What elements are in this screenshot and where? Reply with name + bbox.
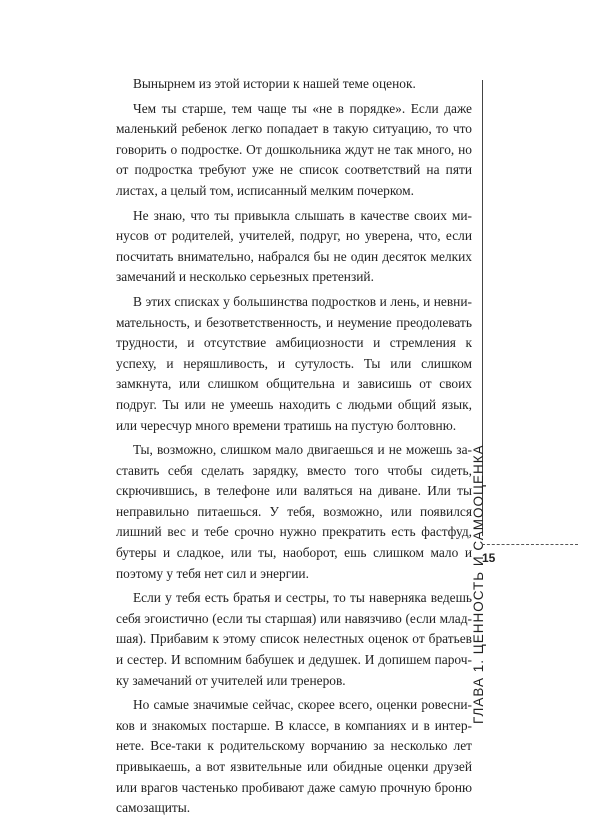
body-text (116, 74, 472, 823)
paragraph: Но самые значимые сейчас, скорее всего, оценки ровесников и знакомых постарше. В классе, в компаниях и в интернете. Все-таки к родительскому ворчанию за несколько лет привыкаешь, а вот язвительные или обидные оценки друзей или врагов частенько пробивают даже самую прочную броню самозащиты. (116, 697, 472, 816)
paragraph: Ты, возможно, слишком мало двигаешься и не можешь заставить себя сделать зарядку, вместо того чтобы сидеть, скрючившись, в телефоне или валяться на диване. Или ты неправильно питаешься. У тебя, возможно, или появился лишний вес и тебе срочно нужно прекратить есть фастфуд, бутеры и сладкое, или ты, наоборот, ешь слишком мало и поэтому у тебя нет сил и энергии. (116, 442, 472, 581)
paragraph: Не знаю, что ты привыкла слышать в качестве своих минусов от родителей, учителей, подруг, но уверена, что, если посчитать внимательно, набрался бы не один десяток мелких замечаний и несколько серьезных претензий. (116, 207, 472, 285)
page-number: 15 (482, 551, 496, 565)
paragraph: В этих списках у большинства подростков и лень, и невнимательность, и безответственность, и неумение преодолевать трудности, и отсутствие амбициозности и стремления к успеху, и неряшливость, и сутулость. Ты или слишком замкнута, или слишком общительна и зависишь от своих подруг. Ты или не умеешь находить с людьми общий язык, или чересчур много времени тратишь на пустую болтовню. (116, 293, 472, 433)
paragraph: Чем ты старше, тем чаще ты «не в порядке». Если даже маленький ребенок легко попадает в такую ситуацию, то что говорить о подростке. От дошкольника ждут не так много, но от подростка требуют уже не список соответствий на пяти листах, а целый том, исписанный мелким почерком. (116, 100, 472, 198)
paragraph: Если у тебя есть братья и сестры, то ты наверняка ведешь себя эгоистично (если ты старшая) или навязчиво (если младшая). Прибавим к этому список нелестных оценок от братьев и сестер. И вспомним бабушек и дедушек. И допишем парочку замечаний от учителей или тренеров. (116, 590, 472, 688)
dashed-divider (482, 544, 578, 545)
running-head: ГЛАВА 1. ЦЕННОСТЬ И САМООЦЕНКА (471, 444, 486, 724)
paragraph: Вынырнем из этой истории к нашей теме оценок. (133, 76, 416, 91)
